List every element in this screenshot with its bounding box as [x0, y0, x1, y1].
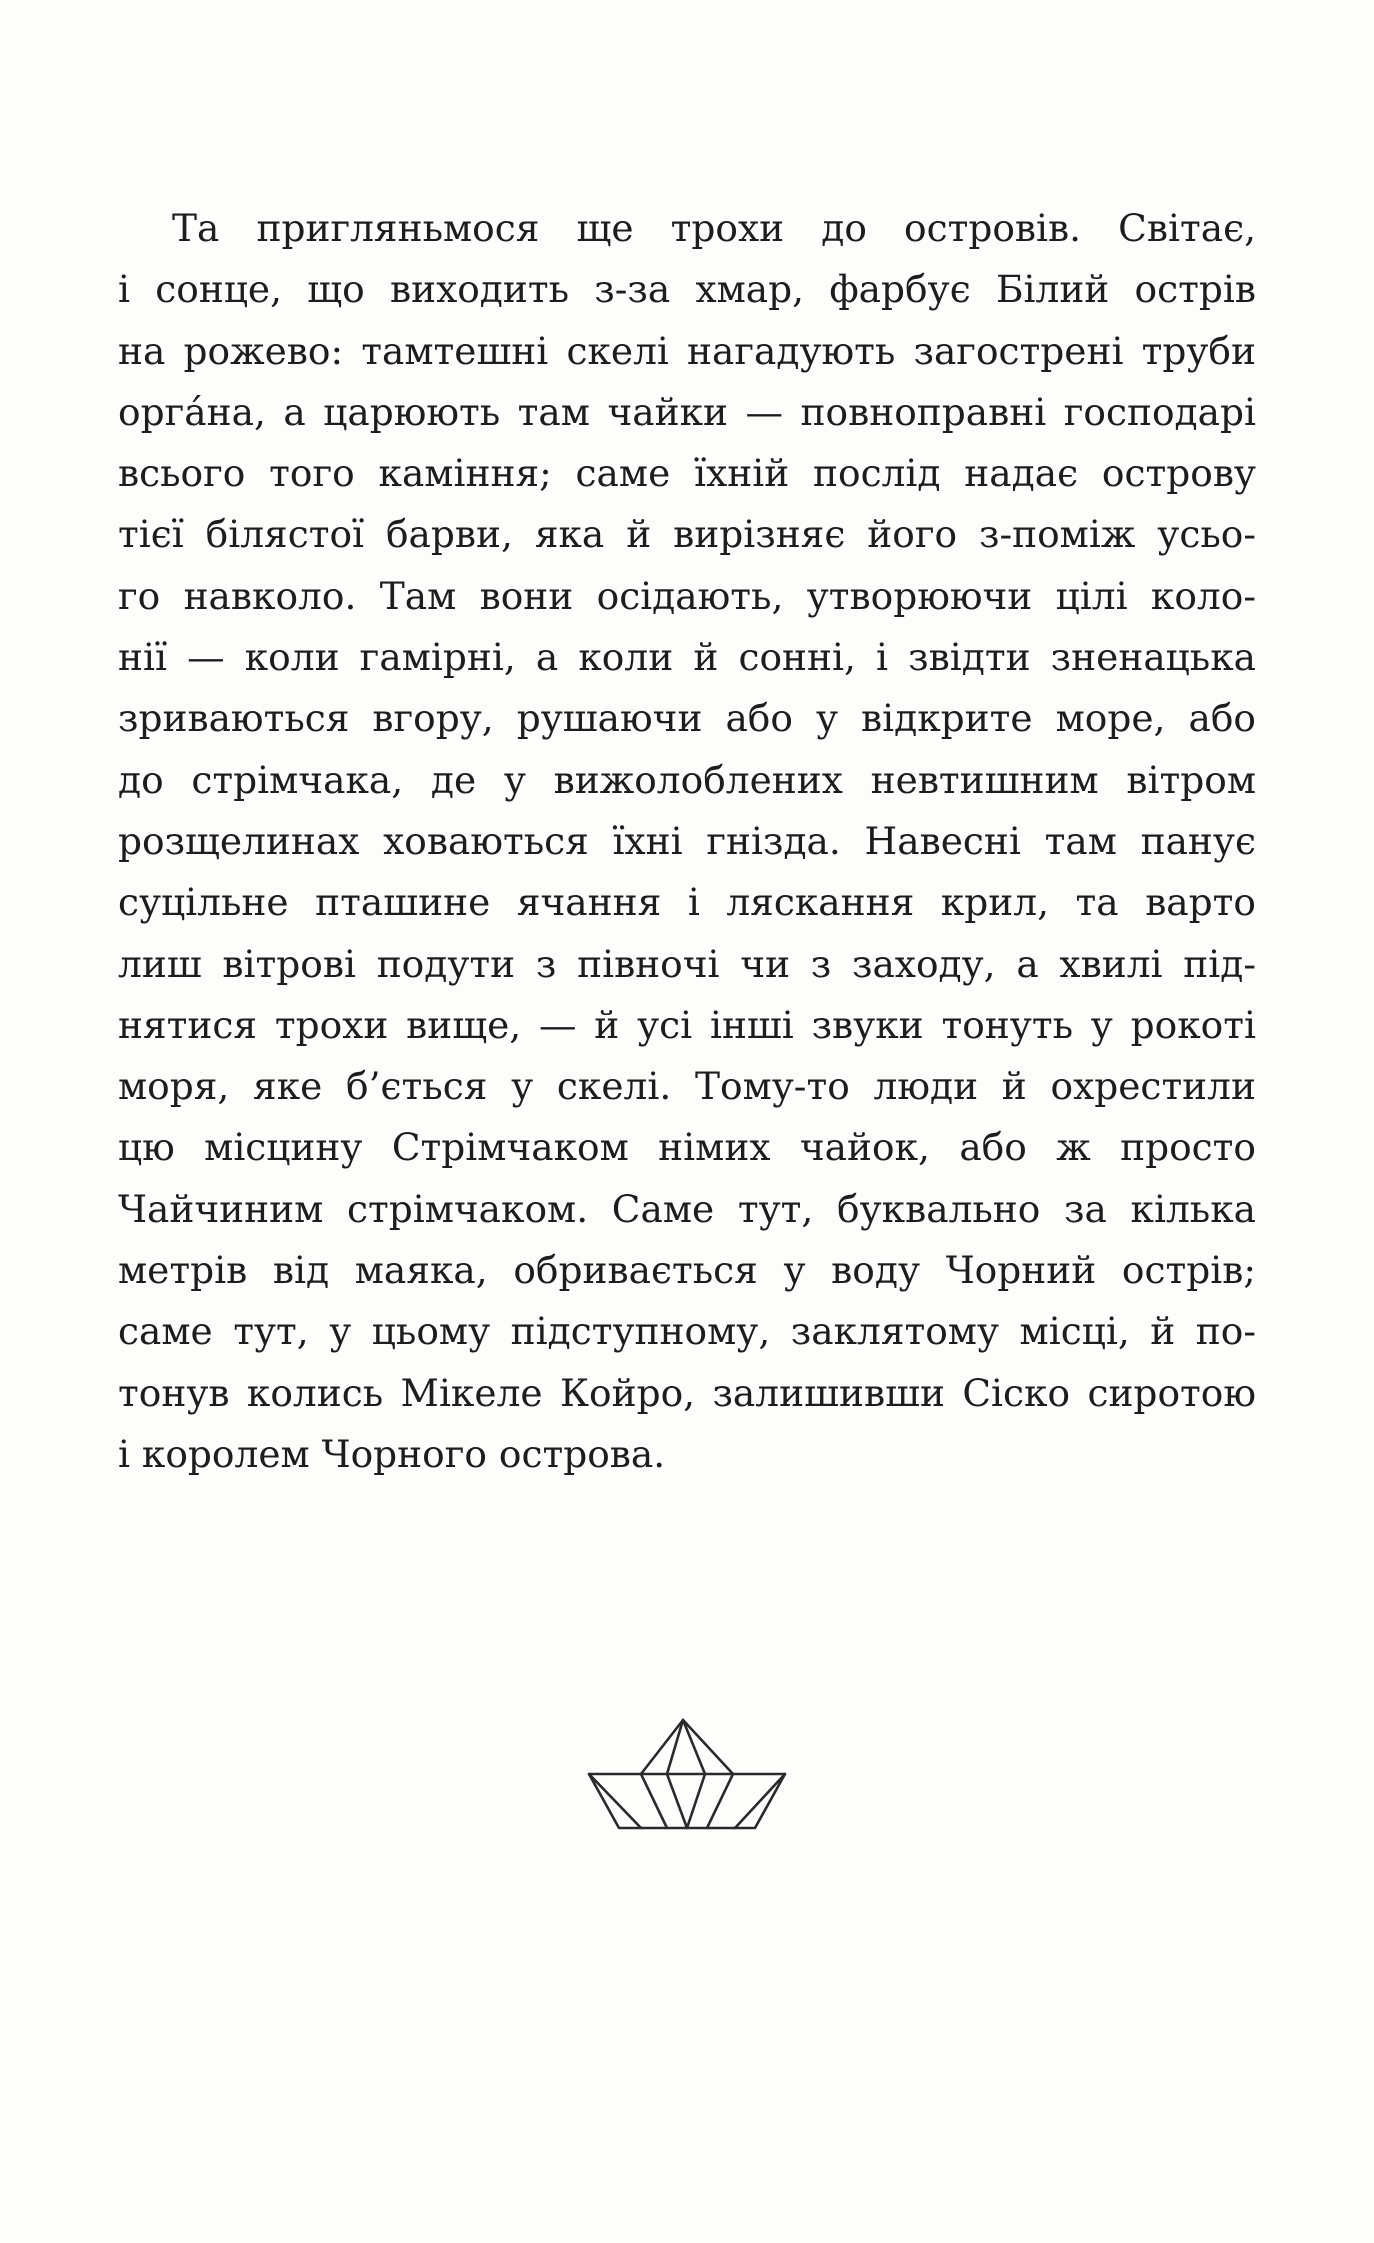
paragraph-line: саме тут, у цьому підступному, заклятому місці, й по-: [118, 1309, 1256, 1354]
paragraph-line: цю місцину Стрімчаком німих чайок, або ж просто: [118, 1125, 1256, 1170]
paragraph-line: зриваються вгору, рушаючи або у відкрите море, або: [118, 696, 1256, 741]
paragraph-line: тієї білястої барви, яка й вирізняє його з-поміж усьо-: [118, 512, 1256, 557]
paragraph-line: го навколо. Там вони осідають, утворюючи цілі коло-: [118, 573, 1256, 618]
paragraph-line: орга́на, а царюють там чайки — повноправні господарі: [118, 389, 1256, 434]
paragraph-line: розщелинах ховаються їхні гнізда. Навесні там панує: [118, 818, 1256, 863]
paper-boat-icon: [585, 1716, 789, 1834]
paragraph-line: до стрімчака, де у вижолоблених невтишним вітром: [118, 757, 1256, 802]
paragraph-line: Чайчиним стрімчаком. Саме тут, буквально за кілька: [118, 1186, 1256, 1231]
paragraph-line: Та пригляньмося ще трохи до островів. Світає,: [172, 206, 1256, 250]
paragraph-line: моря, яке б’ється у скелі. Тому-то люди й охрестили: [118, 1064, 1256, 1109]
paragraph-line: на рожево: тамтешні скелі нагадують загострені труби: [118, 328, 1256, 373]
paragraph-line: тонув колись Мікеле Койро, залишивши Сіско сиротою: [118, 1370, 1256, 1415]
paragraph-line: метрів від маяка, обривається у воду Чорний острів;: [118, 1248, 1256, 1293]
paragraph-line: і королем Чорного острова.: [118, 1431, 666, 1476]
paragraph-line: лиш вітрові подути з півночі чи з заходу, а хвилі під-: [118, 941, 1256, 986]
paragraph-line: всього того каміння; саме їхній послід надає острову: [118, 451, 1256, 496]
paragraph-line: нії — коли гамірні, а коли й сонні, і звідти зненацька: [118, 635, 1256, 680]
paragraph-line: і сонце, що виходить з-за хмар, фарбує Білий острів: [118, 267, 1256, 312]
paragraph-line: суцільне пташине ячання і ляскання крил, та варто: [118, 880, 1256, 925]
paragraph: [118, 198, 1256, 1485]
paragraph-line: нятися трохи вище, — й усі інші звуки тонуть у рокоті: [118, 1002, 1256, 1047]
